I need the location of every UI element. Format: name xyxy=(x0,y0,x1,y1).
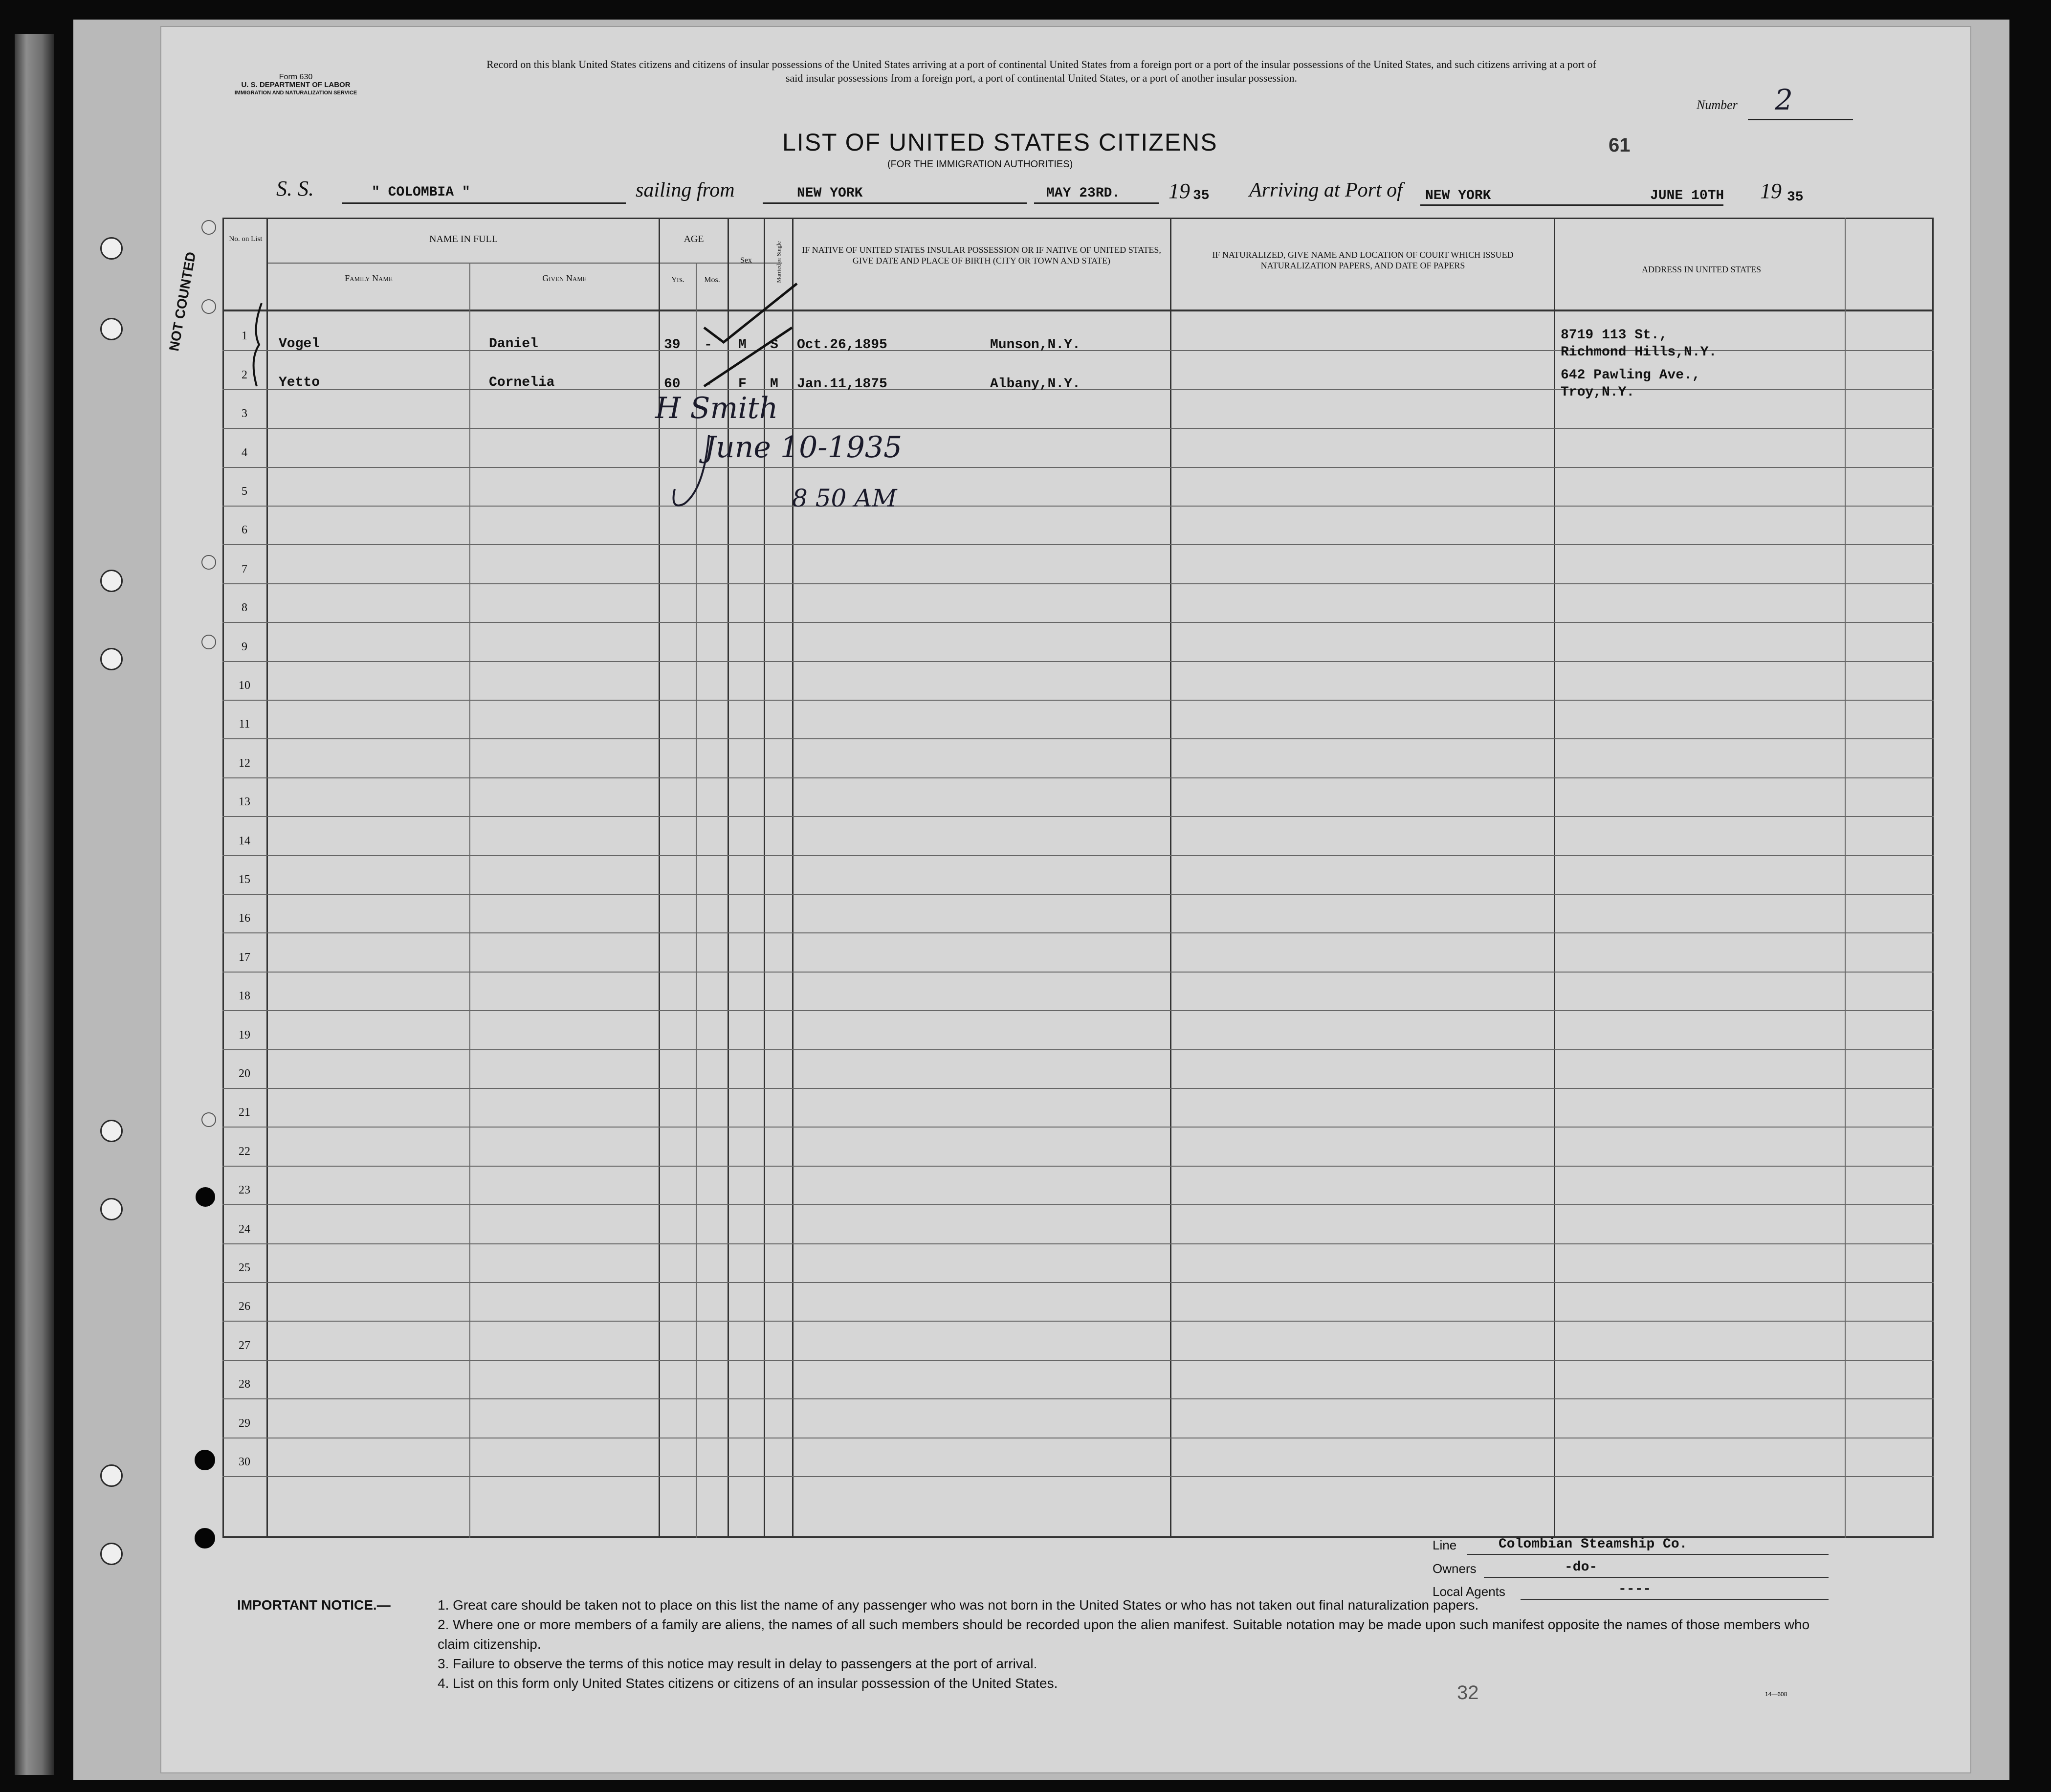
subheader-divider xyxy=(266,263,782,264)
column-divider xyxy=(1170,218,1171,1538)
form-number: Form 630 xyxy=(279,73,313,81)
age-months-cell: - xyxy=(704,337,712,353)
row-number: 6 xyxy=(242,524,247,536)
row-line xyxy=(222,894,1934,895)
owners-label: Owners xyxy=(1433,1561,1477,1576)
notice-title: IMPORTANT NOTICE.— xyxy=(237,1597,391,1613)
row-line xyxy=(222,1476,1934,1477)
list-number: 2 xyxy=(1775,83,1793,116)
birth-place-cell: Albany,N.Y. xyxy=(990,376,1081,392)
col-header-name: NAME IN FULL xyxy=(429,234,498,244)
punch-hole-icon xyxy=(100,570,123,592)
column-divider xyxy=(792,218,794,1538)
punch-hole-icon xyxy=(100,648,123,670)
row-number: 13 xyxy=(239,796,250,808)
page-stamp: 61 xyxy=(1609,134,1631,156)
row-line xyxy=(222,1243,1934,1244)
age-years-cell: 60 xyxy=(664,376,681,392)
agents-value: ---- xyxy=(1618,1582,1652,1597)
row-line xyxy=(222,661,1934,662)
row-number: 10 xyxy=(239,679,250,692)
punch-hole-icon xyxy=(201,635,216,649)
row-number: 15 xyxy=(239,873,250,886)
row-line xyxy=(222,1010,1934,1011)
row-line xyxy=(222,1321,1934,1322)
intro-text: Record on this blank United States citizens and citizens of insular possessions of the United States arriving at a port of continental United States from a foreign port or a port of the insular possessions of the United States, and such citizens arriving at a port of said insular possessions from a foreign port, a port of continental United States, or a port of another insular possession. xyxy=(486,58,1596,84)
punch-hole-icon xyxy=(196,1187,215,1207)
row-line xyxy=(222,777,1934,778)
given-name-cell: Cornelia xyxy=(489,375,555,390)
arrival-date: JUNE 10TH xyxy=(1650,188,1724,203)
service-name: IMMIGRATION AND NATURALIZATION SERVICE xyxy=(234,90,357,96)
column-divider xyxy=(266,218,268,1538)
header-divider xyxy=(222,310,1934,311)
sex-cell: M xyxy=(738,337,747,353)
bracket-mark xyxy=(247,301,269,389)
row-number: 12 xyxy=(239,757,250,770)
handwritten-date: June 10-1935 xyxy=(704,430,903,465)
row-number: 18 xyxy=(239,990,250,1002)
punch-hole-icon xyxy=(100,1198,123,1220)
agents-label: Local Agents xyxy=(1433,1584,1505,1599)
punch-hole-icon xyxy=(201,1112,216,1127)
family-name-cell: Vogel xyxy=(279,336,320,352)
row-number: 23 xyxy=(239,1184,250,1196)
punch-hole-icon xyxy=(201,555,216,570)
age-months-cell: - xyxy=(704,376,712,392)
address-line2-cell: Richmond Hills,N.Y. xyxy=(1561,345,1717,360)
row-line xyxy=(222,1360,1934,1361)
row-number: 22 xyxy=(239,1145,250,1158)
arrival-port: NEW YORK xyxy=(1425,188,1491,203)
row-number: 24 xyxy=(239,1223,250,1236)
line-label: Line xyxy=(1433,1538,1457,1552)
number-underline xyxy=(1748,119,1853,120)
row-number: 28 xyxy=(239,1378,250,1391)
arrival-year-prefix: 19 xyxy=(1760,179,1782,203)
col-header-family: Family Name xyxy=(345,273,393,283)
col-header-given: Given Name xyxy=(542,273,587,283)
sailing-from-label: sailing from xyxy=(636,179,735,201)
row-line xyxy=(222,467,1934,468)
row-line xyxy=(222,972,1934,973)
row-line xyxy=(222,738,1934,739)
row-number: 16 xyxy=(239,912,250,925)
line-underline xyxy=(1467,1554,1829,1555)
notice-item: 3. Failure to observe the terms of this notice may result in delay to passengers at the port of arrival. xyxy=(438,1656,1037,1671)
row-line xyxy=(222,700,1934,701)
address-line2-cell: Troy,N.Y. xyxy=(1561,385,1635,400)
row-line xyxy=(222,1127,1934,1128)
row-number: 26 xyxy=(239,1300,250,1313)
depart-year: 35 xyxy=(1193,188,1210,203)
punch-hole-icon xyxy=(100,318,123,340)
col-header-married: Married or Single xyxy=(775,241,782,283)
department-name: U. S. DEPARTMENT OF LABOR xyxy=(241,81,351,89)
family-name-cell: Yetto xyxy=(279,375,320,390)
punch-hole-icon xyxy=(201,220,216,235)
row-number: 25 xyxy=(239,1261,250,1274)
page-number: 32 xyxy=(1457,1682,1479,1704)
row-number: 5 xyxy=(242,485,247,498)
row-number: 1 xyxy=(242,330,247,342)
row-line xyxy=(222,583,1934,584)
birth-date-cell: Oct.26,1895 xyxy=(797,337,887,353)
col-header-age: AGE xyxy=(684,234,704,244)
port-underline xyxy=(763,202,1027,204)
row-number: 27 xyxy=(239,1339,250,1352)
ship-name: " COLOMBIA " xyxy=(372,185,470,200)
handwritten-time: 8 50 AM xyxy=(792,484,897,512)
arrival-underline xyxy=(1420,204,1723,206)
row-line xyxy=(222,428,1934,429)
owners-underline xyxy=(1484,1577,1829,1578)
row-line xyxy=(222,622,1934,623)
ss-label: S. S. xyxy=(276,177,314,200)
punch-hole-icon xyxy=(100,1543,123,1565)
row-number: 20 xyxy=(239,1067,250,1080)
date-underline xyxy=(1034,202,1159,204)
age-years-cell: 39 xyxy=(664,337,681,353)
column-divider xyxy=(1845,218,1846,1538)
sex-cell: F xyxy=(738,376,747,392)
row-number: 9 xyxy=(242,641,247,653)
notice-item: 4. List on this form only United States citizens or citizens of an insular possession of the United States. xyxy=(438,1676,1058,1691)
punch-hole-icon xyxy=(195,1528,215,1549)
line-value: Colombian Steamship Co. xyxy=(1499,1537,1688,1552)
page-title: LIST OF UNITED STATES CITIZENS xyxy=(782,129,1218,156)
row-line xyxy=(222,932,1934,933)
row-number: 4 xyxy=(242,446,247,459)
notice-item: 2. Where one or more members of a family are aliens, the names of all such members should be recorded upon the alien manifest. Suitable notation may be made upon such manifest opposite the names of those members who claim citizenship. xyxy=(438,1617,1810,1652)
row-line xyxy=(222,1088,1934,1089)
row-line xyxy=(222,1398,1934,1399)
not-counted-stamp: NOT COUNTED xyxy=(166,250,199,353)
arriving-label: Arriving at Port of xyxy=(1249,179,1403,201)
marital-status-cell: M xyxy=(770,376,778,392)
row-line xyxy=(222,1204,1934,1205)
birth-place-cell: Munson,N.Y. xyxy=(990,337,1081,353)
col-header-yrs: Yrs. xyxy=(671,276,685,284)
punch-hole-icon xyxy=(100,237,123,260)
depart-date: MAY 23RD. xyxy=(1046,186,1121,201)
row-number: 17 xyxy=(239,951,250,964)
punch-hole-icon xyxy=(201,299,216,314)
manifest-table xyxy=(222,218,1934,1538)
handwritten-signature: H Smith xyxy=(655,391,778,425)
row-number: 2 xyxy=(242,369,247,381)
page-subtitle: (FOR THE IMMIGRATION AUTHORITIES) xyxy=(887,159,1073,170)
row-number: 29 xyxy=(239,1417,250,1430)
address-line1-cell: 642 Pawling Ave., xyxy=(1561,368,1700,383)
col-header-naturalized: IF NATURALIZED, GIVE NAME AND LOCATION OF COURT WHICH ISSUED NATURALIZATION PAPERS, AND DATE OF PAPERS xyxy=(1212,250,1514,270)
column-divider xyxy=(469,263,470,1538)
number-label: Number xyxy=(1697,98,1738,112)
row-line xyxy=(222,1049,1934,1050)
row-number: 21 xyxy=(239,1106,250,1119)
row-line xyxy=(222,855,1934,856)
row-number: 11 xyxy=(239,718,250,730)
col-header-birth: IF NATIVE OF UNITED STATES INSULAR POSSESSION OR IF NATIVE OF UNITED STATES, GIVE DATE AND PLACE OF BIRTH (CITY OR TOWN AND STATE) xyxy=(802,245,1161,265)
col-header-no: No. on List xyxy=(229,235,263,243)
row-number: 3 xyxy=(242,407,247,420)
row-number: 7 xyxy=(242,563,247,575)
col-header-sex: Sex xyxy=(740,256,752,265)
depart-year-prefix: 19 xyxy=(1169,179,1190,203)
punch-hole-icon xyxy=(100,1120,123,1142)
ship-underline xyxy=(342,202,626,204)
given-name-cell: Daniel xyxy=(489,336,538,352)
row-line xyxy=(222,1282,1934,1283)
col-header-address: ADDRESS IN UNITED STATES xyxy=(1641,265,1762,274)
punch-hole-icon xyxy=(100,1464,123,1487)
row-line xyxy=(222,506,1934,507)
sailing-from-port: NEW YORK xyxy=(797,186,863,201)
check-mark xyxy=(694,274,812,401)
signature-flourish xyxy=(665,430,719,513)
form-code: 14—608 xyxy=(1765,1691,1787,1698)
column-divider xyxy=(1554,218,1555,1538)
address-line1-cell: 8719 113 St., xyxy=(1561,328,1668,343)
birth-date-cell: Jan.11,1875 xyxy=(797,376,887,392)
row-line xyxy=(222,816,1934,817)
notice-item: 1. Great care should be taken not to place on this list the name of any passenger who was not born in the United States or who has not taken out final naturalization papers. xyxy=(438,1597,1479,1613)
row-number: 30 xyxy=(239,1456,250,1468)
row-line xyxy=(222,1166,1934,1167)
punch-hole-icon xyxy=(195,1450,215,1470)
row-number: 14 xyxy=(239,835,250,847)
row-number: 8 xyxy=(242,601,247,614)
binder-edge xyxy=(15,34,54,1775)
owners-value: -do- xyxy=(1565,1560,1598,1575)
row-line xyxy=(222,544,1934,545)
form-identifier xyxy=(215,73,376,97)
arrival-year: 35 xyxy=(1787,190,1804,205)
marital-status-cell: S xyxy=(770,337,778,353)
col-header-mos: Mos. xyxy=(704,276,720,284)
notice-list xyxy=(438,1595,1841,1693)
row-number: 19 xyxy=(239,1029,250,1041)
